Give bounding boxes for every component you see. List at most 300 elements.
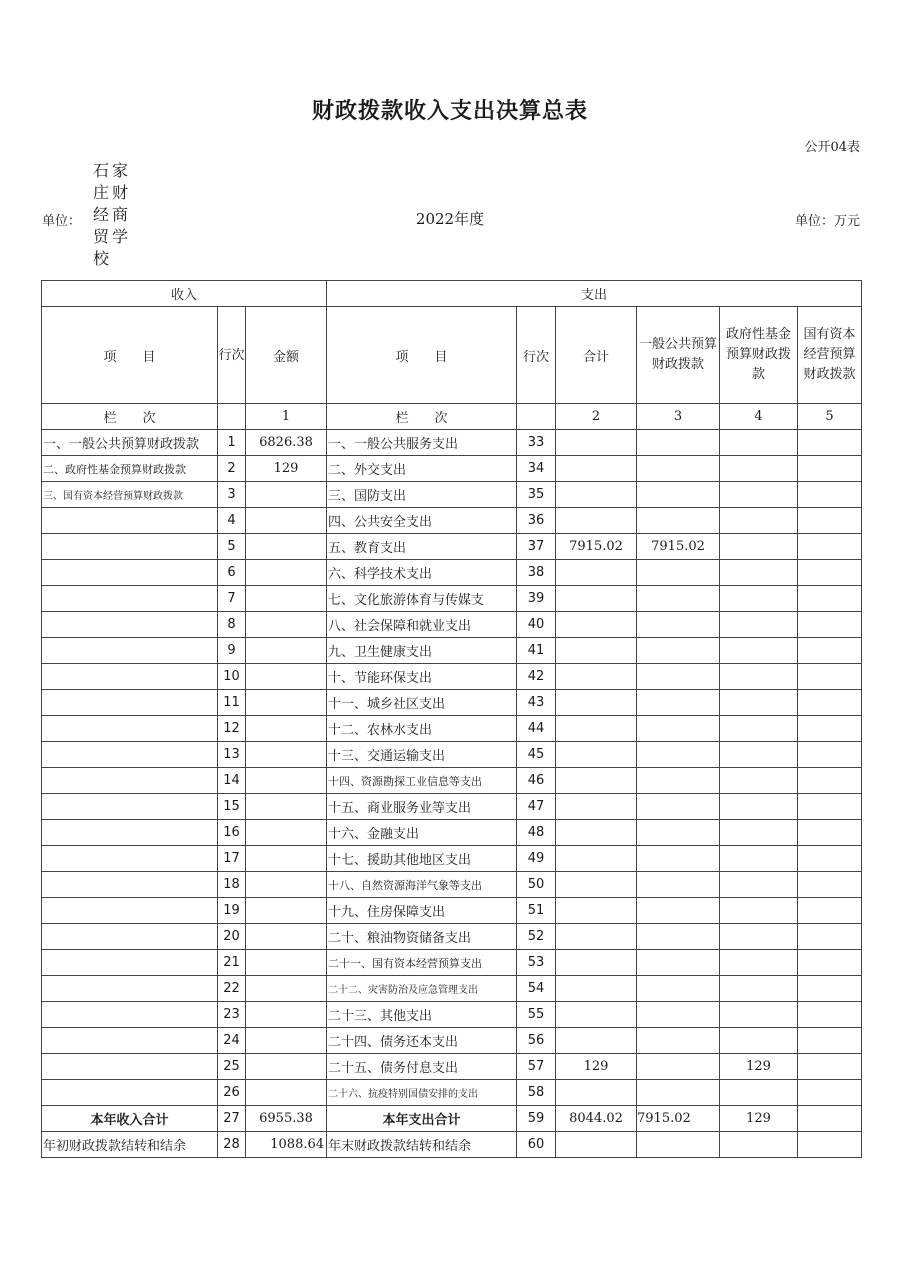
income-amount-cell: [246, 794, 327, 820]
income-amount-cell: [246, 560, 327, 586]
general-budget-cell: [637, 846, 720, 872]
general-budget-cell: 7915.02: [637, 534, 720, 560]
income-item-cell: [42, 534, 218, 560]
income-row-no-header: 行次: [218, 307, 246, 404]
gov-fund-cell: [720, 612, 798, 638]
general-budget-cell: [637, 1002, 720, 1028]
expense-row-no-cell: 38: [517, 560, 556, 586]
col-index-5: 5: [798, 404, 862, 430]
income-row-no-cell: 21: [218, 950, 246, 976]
expense-item-cell: 四、公共安全支出: [327, 508, 517, 534]
expense-row-no-cell: 51: [517, 898, 556, 924]
state-capital-cell: [798, 1080, 862, 1106]
expense-row-no-cell: 54: [517, 976, 556, 1002]
income-amount-cell: [246, 638, 327, 664]
income-item-cell: [42, 976, 218, 1002]
table-row: [42, 508, 862, 534]
income-item-cell: 三、国有资本经营预算财政拨款: [42, 482, 218, 508]
income-amount-cell: [246, 534, 327, 560]
state-capital-cell: [798, 1002, 862, 1028]
general-budget-header: 一般公共预算财政拨款: [637, 307, 720, 404]
income-row-no-cell: 26: [218, 1080, 246, 1106]
income-row-no-cell: 27: [218, 1106, 246, 1132]
gov-fund-cell: [720, 456, 798, 482]
gov-fund-cell: [720, 482, 798, 508]
total-cell: [556, 430, 637, 456]
general-budget-cell: [637, 482, 720, 508]
general-budget-cell: [637, 716, 720, 742]
general-budget-cell: [637, 1132, 720, 1158]
expense-item-cell: 十八、自然资源海洋气象等支出: [327, 872, 517, 898]
general-budget-cell: [637, 950, 720, 976]
state-capital-cell: [798, 534, 862, 560]
income-row-no-cell: 8: [218, 612, 246, 638]
expense-row-no-cell: 46: [517, 768, 556, 794]
table-row: [42, 430, 862, 456]
income-amount-cell: [246, 612, 327, 638]
expense-row-no-cell: 37: [517, 534, 556, 560]
income-row-no-cell: 1: [218, 430, 246, 456]
column-header-row: [42, 307, 862, 404]
table-row: [42, 612, 862, 638]
income-amount-header: 金额: [246, 307, 327, 404]
expense-item-cell: 二十、粮油物资储备支出: [327, 924, 517, 950]
total-cell: [556, 898, 637, 924]
income-amount-cell: [246, 664, 327, 690]
state-capital-cell: [798, 612, 862, 638]
table-row: [42, 456, 862, 482]
total-cell: [556, 976, 637, 1002]
income-row-no-cell: 5: [218, 534, 246, 560]
state-capital-cell: [798, 846, 862, 872]
income-amount-cell: [246, 508, 327, 534]
income-amount-cell: [246, 872, 327, 898]
gov-fund-cell: [720, 768, 798, 794]
total-cell: [556, 586, 637, 612]
expense-item-cell: 六、科学技术支出: [327, 560, 517, 586]
state-capital-cell: [798, 898, 862, 924]
income-item-header: 项 目: [42, 307, 218, 404]
expense-row-no-cell: 60: [517, 1132, 556, 1158]
income-amount-cell: [246, 846, 327, 872]
total-cell: [556, 1028, 637, 1054]
expense-item-cell: 二十一、国有资本经营预算支出: [327, 950, 517, 976]
general-budget-cell: [637, 560, 720, 586]
income-amount-cell: [246, 482, 327, 508]
income-amount-cell: [246, 924, 327, 950]
income-item-cell: [42, 508, 218, 534]
expense-item-cell: 五、教育支出: [327, 534, 517, 560]
state-capital-cell: [798, 950, 862, 976]
table-row: [42, 482, 862, 508]
general-budget-cell: [637, 924, 720, 950]
expense-row-no-cell: 45: [517, 742, 556, 768]
total-cell: [556, 1002, 637, 1028]
col-index-1: 1: [246, 404, 327, 430]
income-item-cell: 年初财政拨款结转和结余: [42, 1132, 218, 1158]
total-cell: [556, 482, 637, 508]
expense-row-no-cell: 39: [517, 586, 556, 612]
income-item-cell: [42, 898, 218, 924]
income-row-no-cell: 10: [218, 664, 246, 690]
expense-item-cell: 十四、资源勘探工业信息等支出: [327, 768, 517, 794]
general-budget-cell: [637, 976, 720, 1002]
state-capital-cell: [798, 508, 862, 534]
expense-item-cell: 二十四、债务还本支出: [327, 1028, 517, 1054]
income-row-no-cell: 12: [218, 716, 246, 742]
total-cell: [556, 1080, 637, 1106]
income-amount-cell: [246, 1002, 327, 1028]
table-row: [42, 820, 862, 846]
form-number: 公开04表: [804, 140, 860, 155]
expense-row-no-cell: 48: [517, 820, 556, 846]
income-section-header: 收入: [42, 281, 327, 307]
budget-table: [41, 280, 862, 1158]
income-amount-cell: [246, 976, 327, 1002]
expense-item-header: 项 目: [327, 307, 517, 404]
income-amount-cell: [246, 586, 327, 612]
expense-item-cell: 二、外交支出: [327, 456, 517, 482]
table-row: [42, 872, 862, 898]
income-amount-cell: [246, 950, 327, 976]
expense-row-no-cell: 58: [517, 1080, 556, 1106]
general-budget-cell: [637, 586, 720, 612]
state-capital-cell: [798, 716, 862, 742]
expense-row-no-cell: 55: [517, 1002, 556, 1028]
total-cell: [556, 924, 637, 950]
fiscal-year: 2022年度: [415, 210, 485, 228]
total-cell: [556, 794, 637, 820]
expense-row-no-cell: 40: [517, 612, 556, 638]
income-item-cell: [42, 924, 218, 950]
expense-row-no-header: 行次: [517, 307, 556, 404]
income-row-no-cell: 4: [218, 508, 246, 534]
expense-row-no-cell: 41: [517, 638, 556, 664]
expense-item-cell: 十五、商业服务业等支出: [327, 794, 517, 820]
income-item-cell: [42, 872, 218, 898]
table-row: [42, 1054, 862, 1080]
income-amount-cell: 6826.38: [246, 430, 327, 456]
general-budget-cell: [637, 742, 720, 768]
income-amount-cell: [246, 898, 327, 924]
gov-fund-cell: [720, 872, 798, 898]
income-row-no-cell: 3: [218, 482, 246, 508]
income-row-no-cell: 28: [218, 1132, 246, 1158]
gov-fund-cell: [720, 716, 798, 742]
gov-fund-cell: [720, 638, 798, 664]
unit-label: 单位：: [42, 214, 82, 229]
income-row-no-cell: 14: [218, 768, 246, 794]
income-row-no-cell: 2: [218, 456, 246, 482]
income-amount-cell: [246, 1054, 327, 1080]
expense-row-no-cell: 34: [517, 456, 556, 482]
total-cell: [556, 638, 637, 664]
gov-fund-cell: [720, 690, 798, 716]
income-item-cell: [42, 820, 218, 846]
expense-index-label: 栏 次: [327, 404, 517, 430]
income-item-cell: [42, 638, 218, 664]
expense-row-no-cell: 47: [517, 794, 556, 820]
income-item-cell: [42, 1054, 218, 1080]
state-capital-header: 国有资本经营预算财政拨款: [798, 307, 862, 404]
expense-item-cell: 十二、农林水支出: [327, 716, 517, 742]
income-amount-cell: [246, 768, 327, 794]
expense-item-cell: 十九、住房保障支出: [327, 898, 517, 924]
state-capital-cell: [798, 1054, 862, 1080]
gov-fund-cell: 129: [720, 1106, 798, 1132]
state-capital-cell: [798, 768, 862, 794]
income-row-no-cell: 7: [218, 586, 246, 612]
total-cell: [556, 664, 637, 690]
state-capital-cell: [798, 482, 862, 508]
income-item-cell: [42, 794, 218, 820]
income-row-no-cell: 13: [218, 742, 246, 768]
gov-fund-cell: [720, 586, 798, 612]
expense-row-no-cell: 44: [517, 716, 556, 742]
total-cell: 129: [556, 1054, 637, 1080]
table-row: [42, 1028, 862, 1054]
gov-fund-cell: [720, 508, 798, 534]
income-index-label: 栏 次: [42, 404, 218, 430]
general-budget-cell: [637, 898, 720, 924]
table-row: [42, 1080, 862, 1106]
state-capital-cell: [798, 560, 862, 586]
table-row: [42, 716, 862, 742]
income-row-no-cell: 20: [218, 924, 246, 950]
page-title: 财政拨款收入支出决算总表: [311, 98, 588, 124]
state-capital-cell: [798, 794, 862, 820]
expense-item-cell: 七、文化旅游体育与传媒支: [327, 586, 517, 612]
state-capital-cell: [798, 976, 862, 1002]
total-cell: 7915.02: [556, 534, 637, 560]
general-budget-cell: [637, 820, 720, 846]
expense-row-no-cell: 36: [517, 508, 556, 534]
income-amount-cell: [246, 1028, 327, 1054]
income-amount-cell: [246, 1080, 327, 1106]
expense-row-no-cell: 43: [517, 690, 556, 716]
gov-fund-cell: [720, 534, 798, 560]
col-index-4: 4: [720, 404, 798, 430]
table-row: [42, 586, 862, 612]
expense-row-no-cell: 53: [517, 950, 556, 976]
income-row-no-cell: 25: [218, 1054, 246, 1080]
total-cell: [556, 950, 637, 976]
income-amount-cell: [246, 820, 327, 846]
gov-fund-cell: [720, 1132, 798, 1158]
income-row-no-cell: 18: [218, 872, 246, 898]
expense-row-no-cell: 42: [517, 664, 556, 690]
income-item-cell: [42, 612, 218, 638]
general-budget-cell: [637, 794, 720, 820]
state-capital-cell: [798, 1132, 862, 1158]
general-budget-cell: [637, 1080, 720, 1106]
gov-fund-cell: [720, 664, 798, 690]
income-item-cell: [42, 664, 218, 690]
general-budget-cell: [637, 664, 720, 690]
gov-fund-cell: [720, 898, 798, 924]
col-index-2: 2: [556, 404, 637, 430]
state-capital-cell: [798, 872, 862, 898]
gov-fund-header: 政府性基金预算财政拨款: [720, 307, 798, 404]
state-capital-cell: [798, 820, 862, 846]
state-capital-cell: [798, 690, 862, 716]
expense-item-cell: 三、国防支出: [327, 482, 517, 508]
table-row: [42, 898, 862, 924]
expense-row-no-cell: 52: [517, 924, 556, 950]
income-item-cell: [42, 846, 218, 872]
table-row: [42, 534, 862, 560]
expense-item-cell: 九、卫生健康支出: [327, 638, 517, 664]
expense-item-cell: 二十三、其他支出: [327, 1002, 517, 1028]
general-budget-cell: [637, 872, 720, 898]
expense-item-cell: 二十二、灾害防治及应急管理支出: [327, 976, 517, 1002]
expense-item-cell: 二十五、债务付息支出: [327, 1054, 517, 1080]
expense-item-cell: 十三、交通运输支出: [327, 742, 517, 768]
general-budget-cell: [637, 430, 720, 456]
gov-fund-cell: [720, 846, 798, 872]
state-capital-cell: [798, 1106, 862, 1132]
totals-row: [42, 1106, 862, 1132]
state-capital-cell: [798, 456, 862, 482]
currency-unit: 单位：万元: [794, 214, 860, 229]
state-capital-cell: [798, 742, 862, 768]
total-cell: [556, 820, 637, 846]
carryover-row: [42, 1132, 862, 1158]
total-cell: [556, 612, 637, 638]
table-row: [42, 742, 862, 768]
expense-row-no-cell: 35: [517, 482, 556, 508]
income-index-blank: [218, 404, 246, 430]
expense-row-no-cell: 49: [517, 846, 556, 872]
income-item-cell: [42, 560, 218, 586]
income-item-cell: [42, 1002, 218, 1028]
total-cell: [556, 768, 637, 794]
table-row: [42, 768, 862, 794]
expense-row-no-cell: 33: [517, 430, 556, 456]
income-amount-cell: 129: [246, 456, 327, 482]
general-budget-cell: 7915.02: [637, 1106, 720, 1132]
income-item-cell: 二、政府性基金预算财政拨款: [42, 456, 218, 482]
expense-item-cell: 八、社会保障和就业支出: [327, 612, 517, 638]
income-item-cell: 一、一般公共预算财政拨款: [42, 430, 218, 456]
income-item-cell: [42, 1028, 218, 1054]
table-row: [42, 560, 862, 586]
income-row-no-cell: 23: [218, 1002, 246, 1028]
income-item-cell: [42, 716, 218, 742]
expense-item-cell: 十一、城乡社区支出: [327, 690, 517, 716]
income-row-no-cell: 15: [218, 794, 246, 820]
income-row-no-cell: 19: [218, 898, 246, 924]
income-row-no-cell: 16: [218, 820, 246, 846]
income-item-cell: [42, 1080, 218, 1106]
total-cell: [556, 872, 637, 898]
income-row-no-cell: 6: [218, 560, 246, 586]
total-header: 合计: [556, 307, 637, 404]
total-cell: [556, 690, 637, 716]
state-capital-cell: [798, 1028, 862, 1054]
gov-fund-cell: [720, 1002, 798, 1028]
income-row-no-cell: 24: [218, 1028, 246, 1054]
table-row: [42, 638, 862, 664]
expense-item-cell: 本年支出合计: [327, 1106, 517, 1132]
table-row: [42, 950, 862, 976]
expense-item-cell: 二十六、抗疫特别国债安排的支出: [327, 1080, 517, 1106]
total-cell: 8044.02: [556, 1106, 637, 1132]
table-row: [42, 846, 862, 872]
column-index-row: [42, 404, 862, 430]
gov-fund-cell: [720, 794, 798, 820]
general-budget-cell: [637, 690, 720, 716]
expense-item-cell: 十六、金融支出: [327, 820, 517, 846]
general-budget-cell: [637, 1028, 720, 1054]
col-index-3: 3: [637, 404, 720, 430]
expense-item-cell: 一、一般公共服务支出: [327, 430, 517, 456]
income-item-cell: [42, 742, 218, 768]
income-row-no-cell: 11: [218, 690, 246, 716]
gov-fund-cell: [720, 560, 798, 586]
income-row-no-cell: 17: [218, 846, 246, 872]
general-budget-cell: [637, 612, 720, 638]
table-row: [42, 690, 862, 716]
income-amount-cell: [246, 742, 327, 768]
total-cell: [556, 456, 637, 482]
general-budget-cell: [637, 638, 720, 664]
income-amount-cell: 1088.64: [246, 1132, 327, 1158]
table-row: [42, 794, 862, 820]
income-item-cell: [42, 586, 218, 612]
gov-fund-cell: [720, 820, 798, 846]
income-row-no-cell: 9: [218, 638, 246, 664]
state-capital-cell: [798, 430, 862, 456]
state-capital-cell: [798, 664, 862, 690]
gov-fund-cell: 129: [720, 1054, 798, 1080]
state-capital-cell: [798, 586, 862, 612]
expense-item-cell: 十七、援助其他地区支出: [327, 846, 517, 872]
expense-item-cell: 十、节能环保支出: [327, 664, 517, 690]
unit-name: 石家庄财经商贸学校: [93, 161, 132, 268]
table-row: [42, 924, 862, 950]
income-item-cell: [42, 768, 218, 794]
income-item-cell: [42, 950, 218, 976]
gov-fund-cell: [720, 430, 798, 456]
gov-fund-cell: [720, 950, 798, 976]
general-budget-cell: [637, 456, 720, 482]
expense-row-no-cell: 50: [517, 872, 556, 898]
income-amount-cell: [246, 716, 327, 742]
state-capital-cell: [798, 924, 862, 950]
gov-fund-cell: [720, 1080, 798, 1106]
total-cell: [556, 560, 637, 586]
income-row-no-cell: 22: [218, 976, 246, 1002]
income-amount-cell: 6955.38: [246, 1106, 327, 1132]
gov-fund-cell: [720, 742, 798, 768]
expense-row-no-cell: 59: [517, 1106, 556, 1132]
total-cell: [556, 742, 637, 768]
expense-row-no-cell: 56: [517, 1028, 556, 1054]
general-budget-cell: [637, 768, 720, 794]
section-header-row: [42, 281, 862, 307]
total-cell: [556, 508, 637, 534]
total-cell: [556, 1132, 637, 1158]
general-budget-cell: [637, 1054, 720, 1080]
general-budget-cell: [637, 508, 720, 534]
state-capital-cell: [798, 638, 862, 664]
income-item-cell: [42, 690, 218, 716]
total-cell: [556, 716, 637, 742]
total-cell: [556, 846, 637, 872]
gov-fund-cell: [720, 976, 798, 1002]
expense-index-blank: [517, 404, 556, 430]
